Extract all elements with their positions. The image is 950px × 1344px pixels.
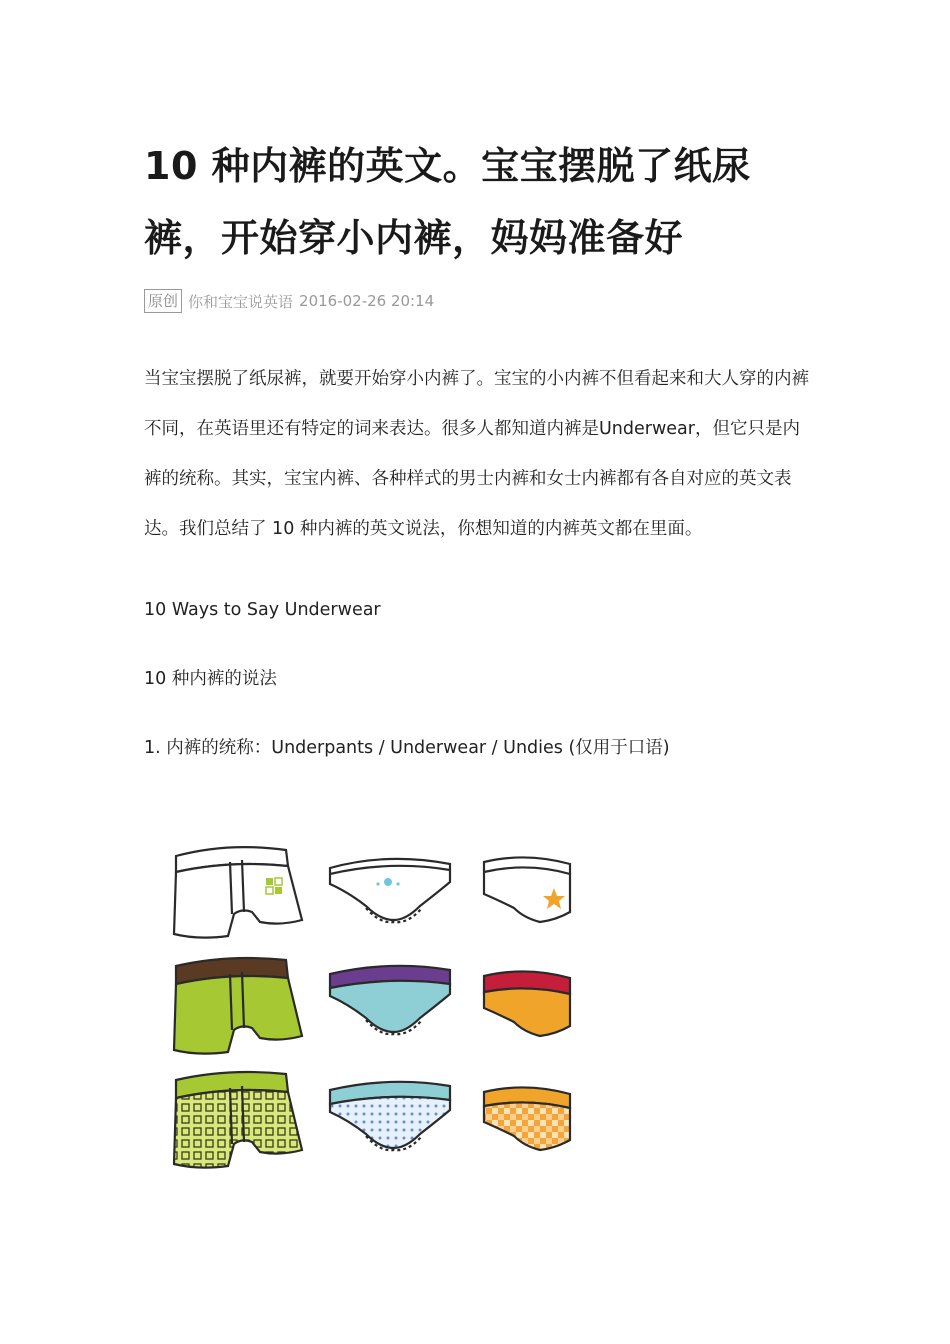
article [144,130,814,762]
original-badge: 原创 [144,289,182,313]
intro-paragraph: 当宝宝摆脱了纸尿裤，就要开始穿小内裤了。宝宝的小内裤不但看起来和大人穿的内裤不同，在英语里还有特定的词来表达。很多人都知道内裤是Underwear，但它只是内裤的统称。其实，宝宝内裤、各种样式的男士内裤和女士内裤都有各自对应的英文表达。我们总结了 10 种内裤的英文说法，你想知道的内裤英文都在里面。 [144,369,809,539]
chinese-heading: 10 种内裤的说法 [144,669,277,689]
underwear-grid-image [168,838,588,1178]
item-1-text: 1. 内裤的统称：Underpants / Underwear / Undies (仅用于口语) [144,738,670,758]
white-boxers [174,847,302,938]
orange-briefs [484,971,570,1036]
english-heading: 10 Ways to Say Underwear [144,600,381,620]
publish-datetime: 2016-02-26 20:14 [299,292,435,310]
article-meta [144,288,814,314]
underwear-illustration [168,838,588,1178]
article-title: 10 种内裤的英文。宝宝摆脱了纸尿裤，开始穿小内裤，妈妈准备好 [144,144,751,260]
pattern-boxers [174,1072,302,1168]
white-lace-briefs [330,859,450,922]
blue-lace-briefs [330,966,450,1034]
dotted-lace-briefs [330,1082,450,1150]
gingham-briefs [484,1087,570,1150]
author-link[interactable]: 你和宝宝说英语 [188,292,294,311]
green-boxers [174,958,302,1054]
white-star-briefs [484,857,570,922]
